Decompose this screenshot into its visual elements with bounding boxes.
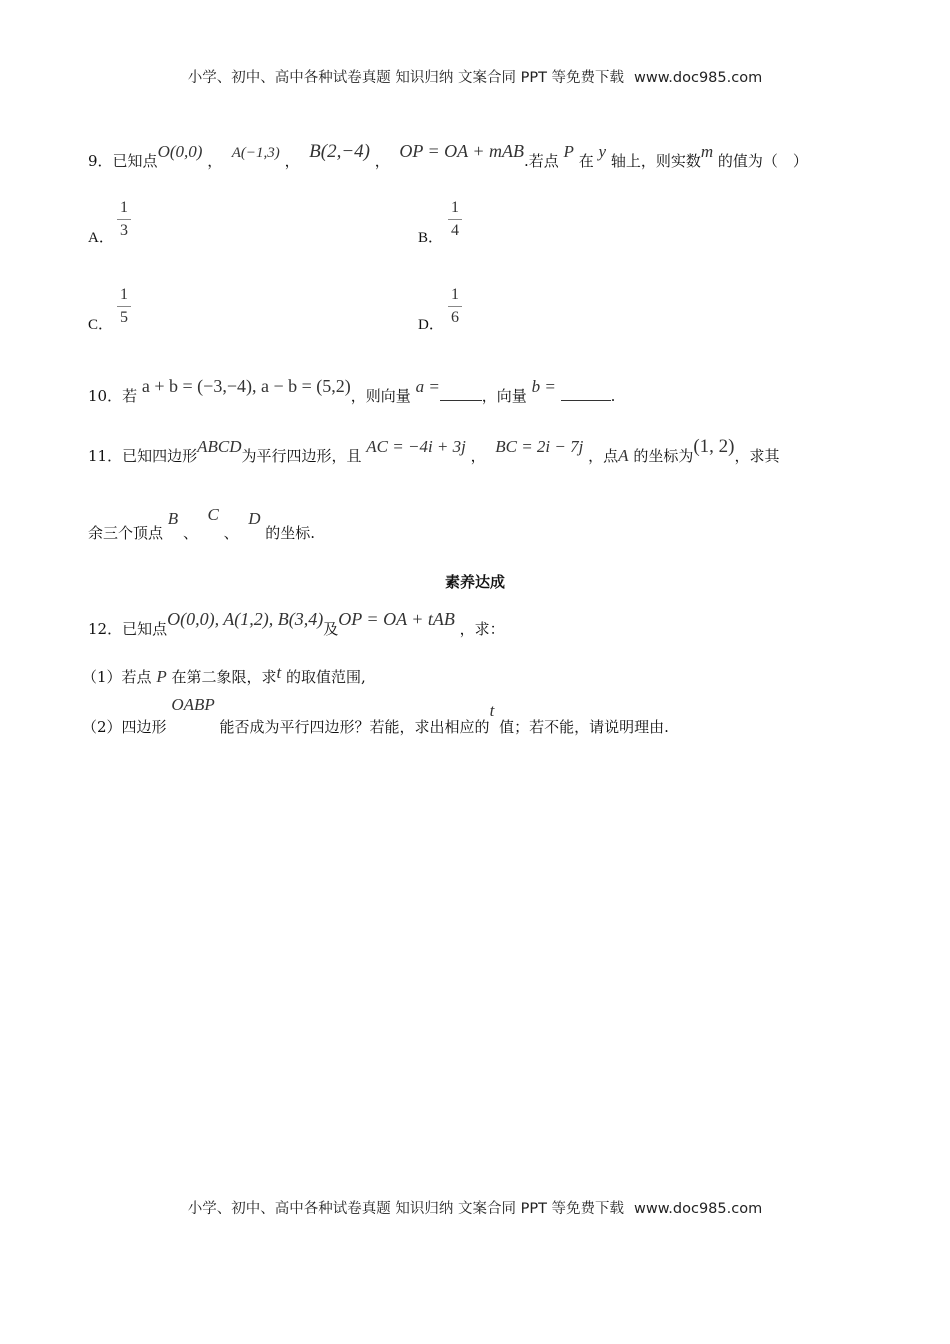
q9-text: 轴上，则实数: [610, 152, 701, 170]
q10-end: .: [610, 387, 616, 405]
q10-equation: a + b = (−3,−4), a − b = (5,2): [141, 376, 351, 396]
q9-number: 9．: [88, 152, 113, 170]
sub1-var-t: t: [276, 663, 282, 682]
option-d[interactable]: [418, 313, 444, 334]
option-a-fraction: [117, 199, 131, 240]
section-title: 素养达成: [444, 573, 505, 591]
denominator: 3: [120, 222, 128, 239]
question-11: [88, 436, 780, 466]
q11-text: 已知四边形: [122, 447, 198, 465]
option-c[interactable]: [88, 313, 113, 334]
q10-text: 若: [122, 387, 138, 405]
q12-number: 12．: [88, 620, 123, 638]
question-12: [88, 609, 505, 639]
q9-sep: ，: [207, 152, 223, 170]
q10-text: ，则向量: [350, 387, 411, 405]
q11-sep: 、: [223, 524, 239, 542]
q10-var-a: a =: [415, 377, 440, 396]
question-10: [88, 376, 616, 406]
q12-equation: OP = OA + tAB: [338, 609, 455, 629]
option-label: A．: [88, 230, 114, 246]
sub2-text: 值；若不能，请说明理由.: [499, 718, 669, 736]
answer-blank-b[interactable]: [561, 386, 611, 401]
sub1-text: （1）若点: [82, 668, 152, 686]
sub2-text: （2）四边形: [82, 718, 167, 736]
q9-text: .若点: [523, 152, 559, 170]
q12-sub-1: [82, 663, 366, 687]
q12-text: 已知点: [122, 620, 168, 638]
q12-points: O(0,0), A(1,2), B(3,4): [167, 609, 324, 629]
q9-text: 已知点: [112, 152, 158, 170]
q11-text: ，点: [588, 447, 619, 465]
sub1-var-p: P: [156, 667, 167, 686]
q9-var-m: m: [700, 142, 714, 161]
q11-sep: ，: [470, 447, 486, 465]
q11-text: 为平行四边形，且: [241, 447, 362, 465]
option-d-fraction: [448, 286, 462, 327]
q9-text: 的值为（ ）: [717, 152, 808, 170]
q9-point-a: A(−1,3): [231, 145, 280, 161]
q9-text: 在: [578, 152, 594, 170]
q10-text: ，向量: [481, 387, 527, 405]
numerator: 1: [117, 199, 131, 220]
option-b-fraction: [448, 199, 462, 240]
q9-var-y: y: [598, 142, 607, 161]
page-header: [0, 66, 950, 87]
option-c-fraction: [117, 286, 131, 327]
numerator: 1: [448, 286, 462, 307]
page-footer: [0, 1197, 950, 1218]
footer-text: 小学、初中、高中各种试卷真题 知识归纳 文案合同 PPT 等免费下载: [187, 1201, 625, 1217]
q12-sub-2: [82, 695, 669, 737]
numerator: 1: [448, 199, 462, 220]
denominator: 6: [451, 309, 459, 326]
option-label: B．: [418, 230, 444, 246]
question-9: [88, 141, 808, 172]
q11-var-a: A: [618, 446, 629, 465]
q9-point-b: B(2,−4): [309, 141, 370, 162]
q10-number: 10．: [88, 387, 123, 405]
sub1-text: 的取值范围,: [286, 668, 366, 686]
answer-blank-a[interactable]: [440, 386, 482, 401]
option-label: D．: [418, 317, 444, 333]
option-label: C．: [88, 317, 114, 333]
q11-vector-bc: BC = 2i − 7j: [495, 437, 584, 456]
q11-text: 余三个顶点: [88, 524, 164, 542]
q11-abcd: ABCD: [197, 437, 242, 456]
q11-var-b: B: [167, 509, 179, 528]
q9-equation: OP = OA + mAB: [399, 141, 524, 161]
q11-var-d: D: [248, 509, 261, 528]
sub2-oabp: OABP: [171, 695, 215, 714]
q11-vector-ac: AC = −4i + 3j: [366, 437, 466, 456]
numerator: 1: [117, 286, 131, 307]
sub1-text: 在第二象限，求: [171, 668, 277, 686]
q12-text: ，求：: [459, 620, 505, 638]
denominator: 5: [120, 309, 128, 326]
q11-text: ，求其: [734, 447, 780, 465]
q9-sep: ，: [374, 152, 390, 170]
header-url[interactable]: www.doc985.com: [634, 70, 763, 86]
q11-sep: 、: [182, 524, 198, 542]
option-a[interactable]: [88, 226, 114, 247]
question-11-line-2: [88, 505, 316, 543]
q9-sep: ，: [284, 152, 300, 170]
q10-var-b: b =: [531, 377, 556, 396]
sub2-var-t: t: [489, 701, 495, 720]
denominator: 4: [451, 222, 459, 239]
q9-var-p: P: [563, 142, 574, 161]
q11-number: 11．: [88, 447, 123, 465]
sub2-text: 能否成为平行四边形？若能，求出相应的: [219, 718, 490, 736]
q11-coord: (1, 2): [693, 436, 735, 457]
q11-text: 的坐标为: [633, 447, 694, 465]
option-b[interactable]: [418, 226, 443, 247]
header-text: 小学、初中、高中各种试卷真题 知识归纳 文案合同 PPT 等免费下载: [187, 70, 625, 86]
q9-point-o: O(0,0): [157, 142, 203, 161]
footer-url[interactable]: www.doc985.com: [634, 1201, 763, 1217]
q11-text: 的坐标.: [265, 524, 316, 542]
q12-text: 及: [323, 620, 339, 638]
q11-var-c: C: [207, 505, 219, 524]
